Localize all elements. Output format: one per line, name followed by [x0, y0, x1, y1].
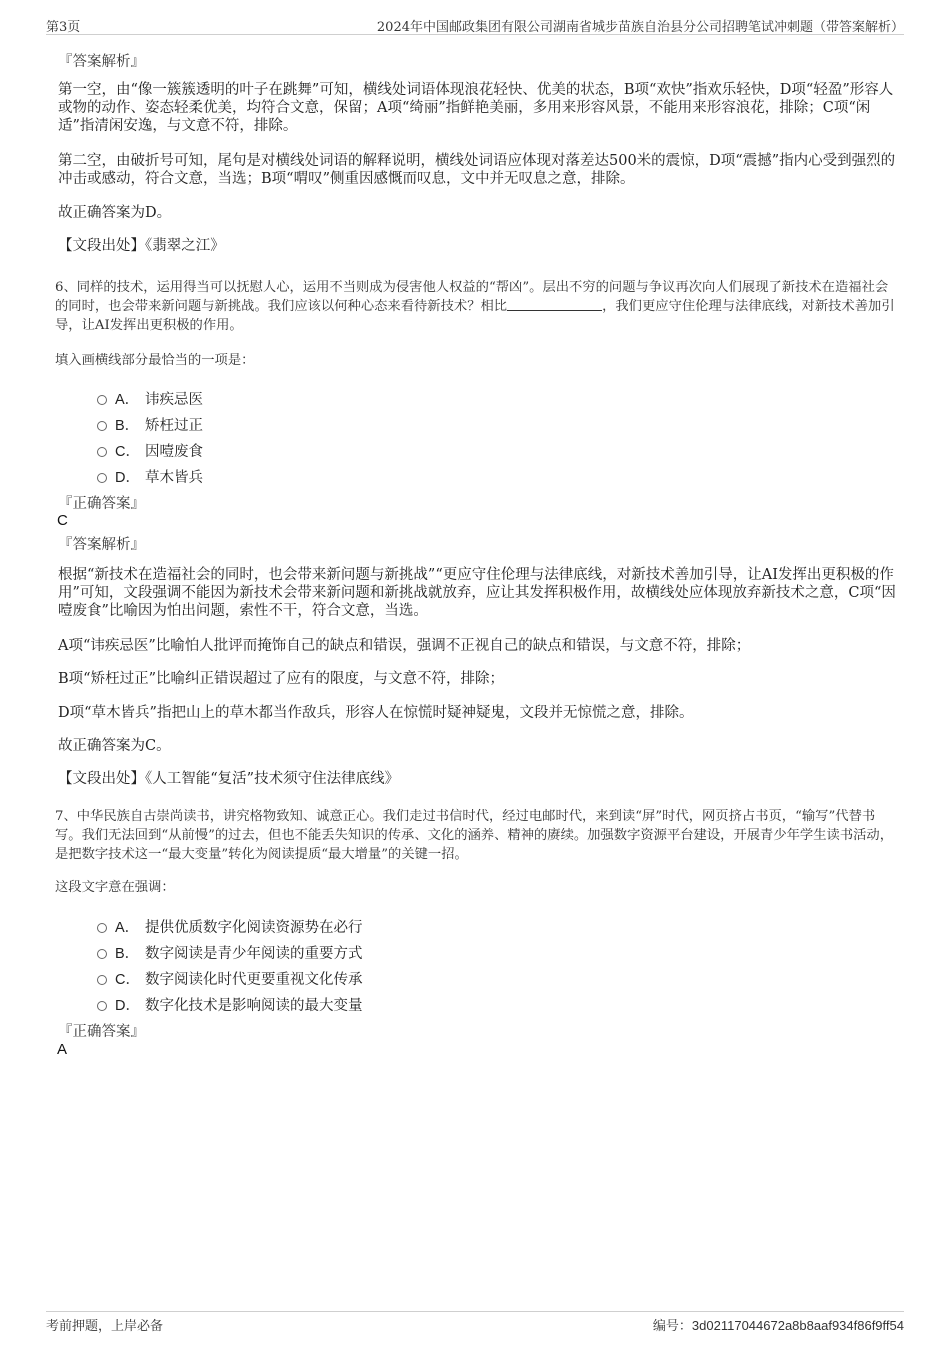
- q5-analysis-label: 『答案解析』: [58, 54, 145, 70]
- q7-option-d[interactable]: D． 数字化技术是影响阅读的最大变量: [97, 994, 363, 1014]
- page-header: [46, 14, 904, 35]
- q6-prompt: 填入画横线部分最恰当的一项是：: [55, 353, 255, 368]
- footer-slogan: 考前押题，上岸必备: [46, 1319, 164, 1334]
- q6-analysis-para-2: A项“讳疾忌医”比喻怕人批评而掩饰自己的缺点和错误，强调不正视自己的缺点和错误，与文意不符，排除；: [58, 638, 751, 654]
- q5-conclusion: 故正确答案为D。: [58, 205, 172, 221]
- q6-answer-label: 『正确答案』: [58, 496, 145, 512]
- q6-option-a[interactable]: A． 讳疾忌医: [97, 388, 203, 408]
- q7-option-b[interactable]: B． 数字阅读是青少年阅读的重要方式: [97, 942, 363, 962]
- q6-analysis-para-3: B项“矫枉过正”比喻纠正错误超过了应有的限度，与文意不符，排除；: [58, 671, 504, 687]
- radio-icon[interactable]: [97, 975, 107, 985]
- q5-analysis-para-1: 第一空，由“像一簇簇透明的叶子在跳舞”可知，横线处词语体现浪花轻快、优美的状态，B项“欢快”指欢乐轻快，D项“轻盈”形容人或物的动作、姿态轻柔优美，均符合文意，保留；A项“绮丽”指鲜艳美丽，多用来形容风景，不能用来形容浪花，排除；C项“闲适”指清闲安逸，与文意不符，排除。: [58, 82, 894, 134]
- q7-option-a[interactable]: A． 提供优质数字化阅读资源势在必行: [97, 916, 363, 936]
- q6-conclusion: 故正确答案为C。: [58, 738, 171, 754]
- q7-answer-label: 『正确答案』: [58, 1024, 145, 1040]
- radio-icon[interactable]: [97, 473, 107, 483]
- q7-option-c[interactable]: C． 数字阅读化时代更要重视文化传承: [97, 968, 363, 988]
- q6-source: 【文段出处】《人工智能“复活”技术须守住法律底线》: [58, 771, 400, 787]
- serial-code: 3d02117044672a8b8aaf934f86f9ff54: [691, 1318, 904, 1333]
- q6-option-c[interactable]: C． 因噎废食: [97, 440, 203, 460]
- q6-option-b[interactable]: B． 矫枉过正: [97, 414, 203, 434]
- q6-answer: C: [57, 512, 68, 529]
- q6-analysis-label: 『答案解析』: [58, 537, 145, 553]
- q6-stem: [55, 278, 895, 335]
- q7-prompt: 这段文字意在强调：: [55, 880, 175, 895]
- radio-icon[interactable]: [97, 923, 107, 933]
- document-title: 2024年中国邮政集团有限公司湖南省城步苗族自治县分公司招聘笔试冲刺题（带答案解析）: [376, 20, 904, 35]
- page-footer: [46, 1311, 904, 1334]
- serial-label: 编号：: [652, 1319, 692, 1334]
- radio-icon[interactable]: [97, 1001, 107, 1011]
- q6-stem-part-1: 6、同样的技术，运用得当可以抚慰人心，运用不当则成为侵害他人权益的“帮凶”。层出不穷的问题与争议再次向人们展现了新技术在造福社会的同时，也会带来新问题与新挑战。我们应该以何种心态来看待新技术？相比: [55, 280, 889, 314]
- q5-analysis-para-2: 第二空，由破折号可知，尾句是对横线处词语的解释说明，横线处词语应体现对落差达500米的震惊，D项“震撼”指内心受到强烈的冲击或感动，符合文意，当选；B项“喟叹”侧重因感慨而叹息，文中并无叹息之意，排除。: [58, 153, 896, 187]
- q6-analysis-para-1: 根据“新技术在造福社会的同时，也会带来新问题与新挑战”“更应守住伦理与法律底线，对新技术善加引导，让AI发挥出更积极的作用”可知，文段强调不能因为新技术会带来新问题和新挑战就放弃，应让其发挥积极作用，故横线处应体现放弃新技术之意，C项“因噎废食”比喻因为怕出问题，索性不干，符合文意，当选。: [58, 567, 896, 619]
- footer-serial: [653, 1315, 904, 1334]
- q6-analysis-para-4: D项“草木皆兵”指把山上的草木都当作敌兵，形容人在惊慌时疑神疑鬼，文段并无惊慌之意，排除。: [58, 705, 694, 721]
- q6-stem-part-2: ，我们更应守住伦理与法律底线，对新技术善加引导，让AI发挥出更积极的作用。: [55, 299, 895, 333]
- page-number: 第3页: [46, 20, 81, 35]
- q6-option-d[interactable]: D． 草木皆兵: [97, 466, 203, 486]
- radio-icon[interactable]: [97, 949, 107, 959]
- q5-source: 【文段出处】《翡翠之江》: [58, 238, 225, 254]
- q6-fill-blank: [507, 298, 602, 311]
- radio-icon[interactable]: [97, 395, 107, 405]
- radio-icon[interactable]: [97, 421, 107, 431]
- q7-answer: A: [57, 1041, 68, 1058]
- q7-stem: 7、中华民族自古崇尚读书，讲究格物致知、诚意正心。我们走过书信时代，经过电邮时代，来到读“屏”时代，网页挤占书页，“输写”代替书写。我们无法回到“从前慢”的过去，但也不能丢失知识的传承、文化的涵养、精神的赓续。加强数字资源平台建设，开展青少年学生读书活动，是把数字技术这一“最大变量”转化为阅读提质“最大增量”的关键一招。: [55, 809, 893, 862]
- radio-icon[interactable]: [97, 447, 107, 457]
